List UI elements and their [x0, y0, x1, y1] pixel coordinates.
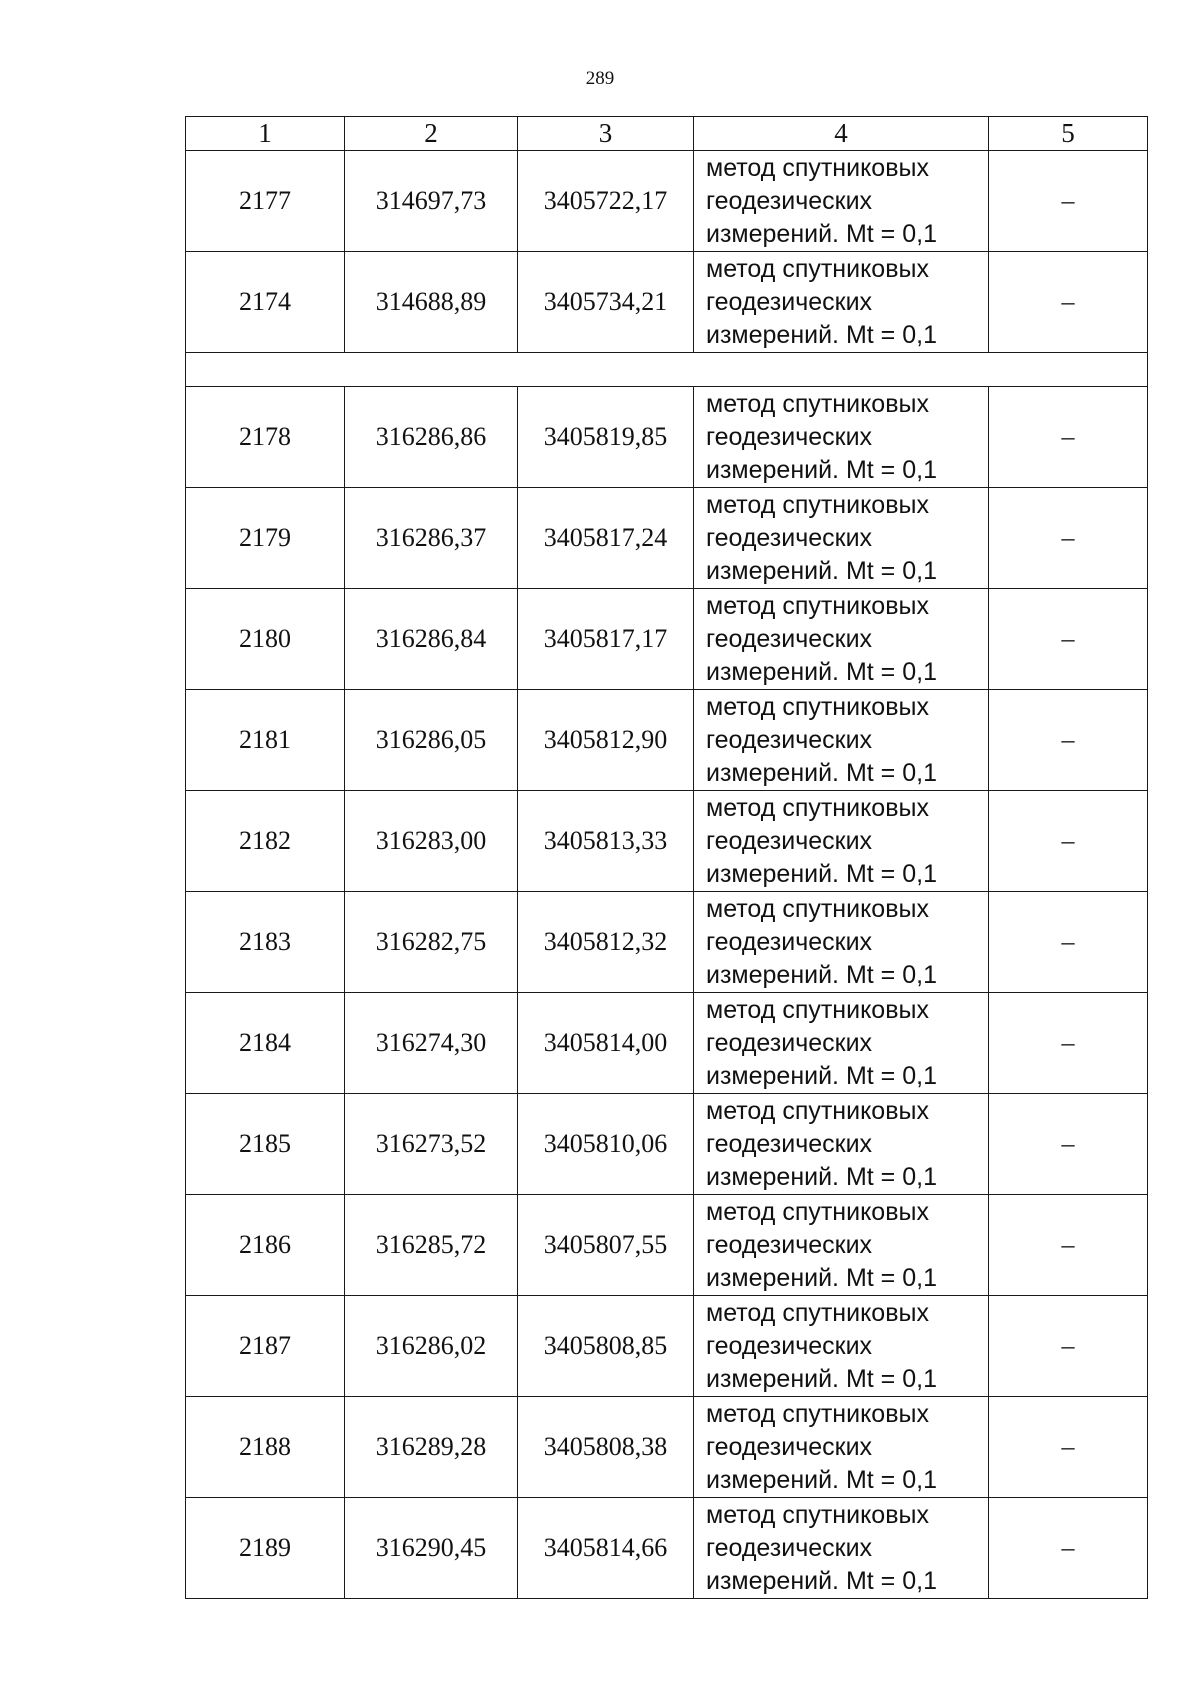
point-number-cell: 2177 — [186, 151, 345, 252]
method-description-line: метод спутниковых — [706, 1399, 929, 1428]
point-number-cell: 2182 — [186, 791, 345, 892]
method-description-line: измерений. Mt = 0,1 — [706, 1465, 937, 1494]
method-description-line: метод спутниковых — [706, 1096, 929, 1125]
y-coordinate-cell: 3405814,00 — [518, 993, 694, 1094]
method-description-line: геодезических — [706, 1230, 873, 1259]
point-number-cell: 2185 — [186, 1094, 345, 1195]
method-description-line: измерений. Mt = 0,1 — [706, 859, 937, 888]
method-description-line: геодезических — [706, 1331, 873, 1360]
x-coordinate-cell: 316289,28 — [345, 1397, 518, 1498]
method-description-line: метод спутниковых — [706, 1500, 929, 1529]
method-description-cell — [694, 892, 989, 993]
method-description-line: геодезических — [706, 287, 873, 316]
method-description-line: геодезических — [706, 1432, 873, 1461]
point-number-cell: 2189 — [186, 1498, 345, 1599]
table-row — [186, 892, 1148, 993]
table-row — [186, 488, 1148, 589]
method-description-line: геодезических — [706, 927, 873, 956]
col5-cell: – — [989, 589, 1148, 690]
method-description-line: метод спутниковых — [706, 1197, 929, 1226]
table-header — [186, 117, 1148, 151]
col5-cell: – — [989, 151, 1148, 252]
method-description-line: геодезических — [706, 523, 873, 552]
x-coordinate-cell: 316286,37 — [345, 488, 518, 589]
col5-cell: – — [989, 1397, 1148, 1498]
table-row — [186, 589, 1148, 690]
method-description-line: измерений. Mt = 0,1 — [706, 219, 937, 248]
method-description-cell — [694, 993, 989, 1094]
point-number-cell: 2188 — [186, 1397, 345, 1498]
y-coordinate-cell: 3405817,24 — [518, 488, 694, 589]
method-description-line: геодезических — [706, 1028, 873, 1057]
method-description-cell — [694, 1397, 989, 1498]
method-description-line: измерений. Mt = 0,1 — [706, 320, 937, 349]
method-description-line: измерений. Mt = 0,1 — [706, 1162, 937, 1191]
y-coordinate-cell: 3405808,38 — [518, 1397, 694, 1498]
col5-cell: – — [989, 1195, 1148, 1296]
method-description-cell — [694, 1195, 989, 1296]
method-description-line: измерений. Mt = 0,1 — [706, 657, 937, 686]
method-description-cell — [694, 252, 989, 353]
col5-cell: – — [989, 387, 1148, 488]
point-number-cell: 2183 — [186, 892, 345, 993]
method-description-cell — [694, 1094, 989, 1195]
y-coordinate-cell: 3405819,85 — [518, 387, 694, 488]
y-coordinate-cell: 3405810,06 — [518, 1094, 694, 1195]
method-description-cell — [694, 791, 989, 892]
method-description-line: метод спутниковых — [706, 389, 929, 418]
table-row — [186, 791, 1148, 892]
method-description-cell — [694, 589, 989, 690]
y-coordinate-cell: 3405817,17 — [518, 589, 694, 690]
column-header-1: 1 — [186, 117, 345, 151]
col5-cell: – — [989, 488, 1148, 589]
x-coordinate-cell: 316283,00 — [345, 791, 518, 892]
x-coordinate-cell: 316282,75 — [345, 892, 518, 993]
col5-cell: – — [989, 1094, 1148, 1195]
method-description-line: измерений. Mt = 0,1 — [706, 556, 937, 585]
method-description-line: геодезических — [706, 725, 873, 754]
table-row — [186, 387, 1148, 488]
table-body — [186, 151, 1148, 1599]
table-row — [186, 1195, 1148, 1296]
x-coordinate-cell: 316286,05 — [345, 690, 518, 791]
x-coordinate-cell: 316290,45 — [345, 1498, 518, 1599]
x-coordinate-cell: 316273,52 — [345, 1094, 518, 1195]
method-description-line: геодезических — [706, 1129, 873, 1158]
method-description-line: измерений. Mt = 0,1 — [706, 758, 937, 787]
col5-cell: – — [989, 690, 1148, 791]
method-description-cell — [694, 1498, 989, 1599]
method-description-line: метод спутниковых — [706, 490, 929, 519]
point-number-cell: 2186 — [186, 1195, 345, 1296]
method-description-line: геодезических — [706, 624, 873, 653]
column-header-5: 5 — [989, 117, 1148, 151]
x-coordinate-cell: 316286,86 — [345, 387, 518, 488]
col5-cell: – — [989, 791, 1148, 892]
col5-cell: – — [989, 892, 1148, 993]
method-description-line: метод спутниковых — [706, 1298, 929, 1327]
col5-cell: – — [989, 252, 1148, 353]
method-description-cell — [694, 1296, 989, 1397]
col5-cell: – — [989, 1498, 1148, 1599]
method-description-line: геодезических — [706, 826, 873, 855]
y-coordinate-cell: 3405734,21 — [518, 252, 694, 353]
method-description-line: метод спутниковых — [706, 591, 929, 620]
method-description-cell — [694, 690, 989, 791]
method-description-line: метод спутниковых — [706, 793, 929, 822]
table-row — [186, 1397, 1148, 1498]
method-description-line: измерений. Mt = 0,1 — [706, 960, 937, 989]
point-number-cell: 2178 — [186, 387, 345, 488]
method-description-line: метод спутниковых — [706, 894, 929, 923]
x-coordinate-cell: 316286,84 — [345, 589, 518, 690]
method-description-line: метод спутниковых — [706, 254, 929, 283]
method-description-line: измерений. Mt = 0,1 — [706, 455, 937, 484]
y-coordinate-cell: 3405812,90 — [518, 690, 694, 791]
x-coordinate-cell: 316285,72 — [345, 1195, 518, 1296]
method-description-line: метод спутниковых — [706, 153, 929, 182]
method-description-line: измерений. Mt = 0,1 — [706, 1263, 937, 1292]
group-separator-row — [186, 353, 1148, 387]
method-description-line: метод спутниковых — [706, 692, 929, 721]
y-coordinate-cell: 3405814,66 — [518, 1498, 694, 1599]
y-coordinate-cell: 3405808,85 — [518, 1296, 694, 1397]
method-description-line: метод спутниковых — [706, 995, 929, 1024]
method-description-line: геодезических — [706, 1533, 873, 1562]
point-number-cell: 2174 — [186, 252, 345, 353]
method-description-line: геодезических — [706, 186, 873, 215]
point-number-cell: 2184 — [186, 993, 345, 1094]
column-header-2: 2 — [345, 117, 518, 151]
point-number-cell: 2180 — [186, 589, 345, 690]
page-number: 289 — [585, 68, 615, 89]
point-number-cell: 2181 — [186, 690, 345, 791]
method-description-line: измерений. Mt = 0,1 — [706, 1061, 937, 1090]
x-coordinate-cell: 314697,73 — [345, 151, 518, 252]
method-description-line: измерений. Mt = 0,1 — [706, 1364, 937, 1393]
column-header-3: 3 — [518, 117, 694, 151]
header-row — [186, 117, 1148, 151]
table-row — [186, 1296, 1148, 1397]
y-coordinate-cell: 3405807,55 — [518, 1195, 694, 1296]
table-row — [186, 151, 1148, 252]
method-description-line: геодезических — [706, 422, 873, 451]
point-number-cell: 2187 — [186, 1296, 345, 1397]
group-separator-cell — [186, 353, 1148, 387]
table-row — [186, 690, 1148, 791]
method-description-line: измерений. Mt = 0,1 — [706, 1566, 937, 1595]
point-number-cell: 2179 — [186, 488, 345, 589]
x-coordinate-cell: 316274,30 — [345, 993, 518, 1094]
method-description-cell — [694, 488, 989, 589]
column-header-4: 4 — [694, 117, 989, 151]
method-description-cell — [694, 151, 989, 252]
y-coordinate-cell: 3405722,17 — [518, 151, 694, 252]
table-row — [186, 993, 1148, 1094]
x-coordinate-cell: 316286,02 — [345, 1296, 518, 1397]
coordinates-table — [185, 116, 1148, 1599]
table-row — [186, 1498, 1148, 1599]
y-coordinate-cell: 3405813,33 — [518, 791, 694, 892]
table-row — [186, 252, 1148, 353]
col5-cell: – — [989, 1296, 1148, 1397]
table-row — [186, 1094, 1148, 1195]
y-coordinate-cell: 3405812,32 — [518, 892, 694, 993]
x-coordinate-cell: 314688,89 — [345, 252, 518, 353]
col5-cell: – — [989, 993, 1148, 1094]
method-description-cell — [694, 387, 989, 488]
